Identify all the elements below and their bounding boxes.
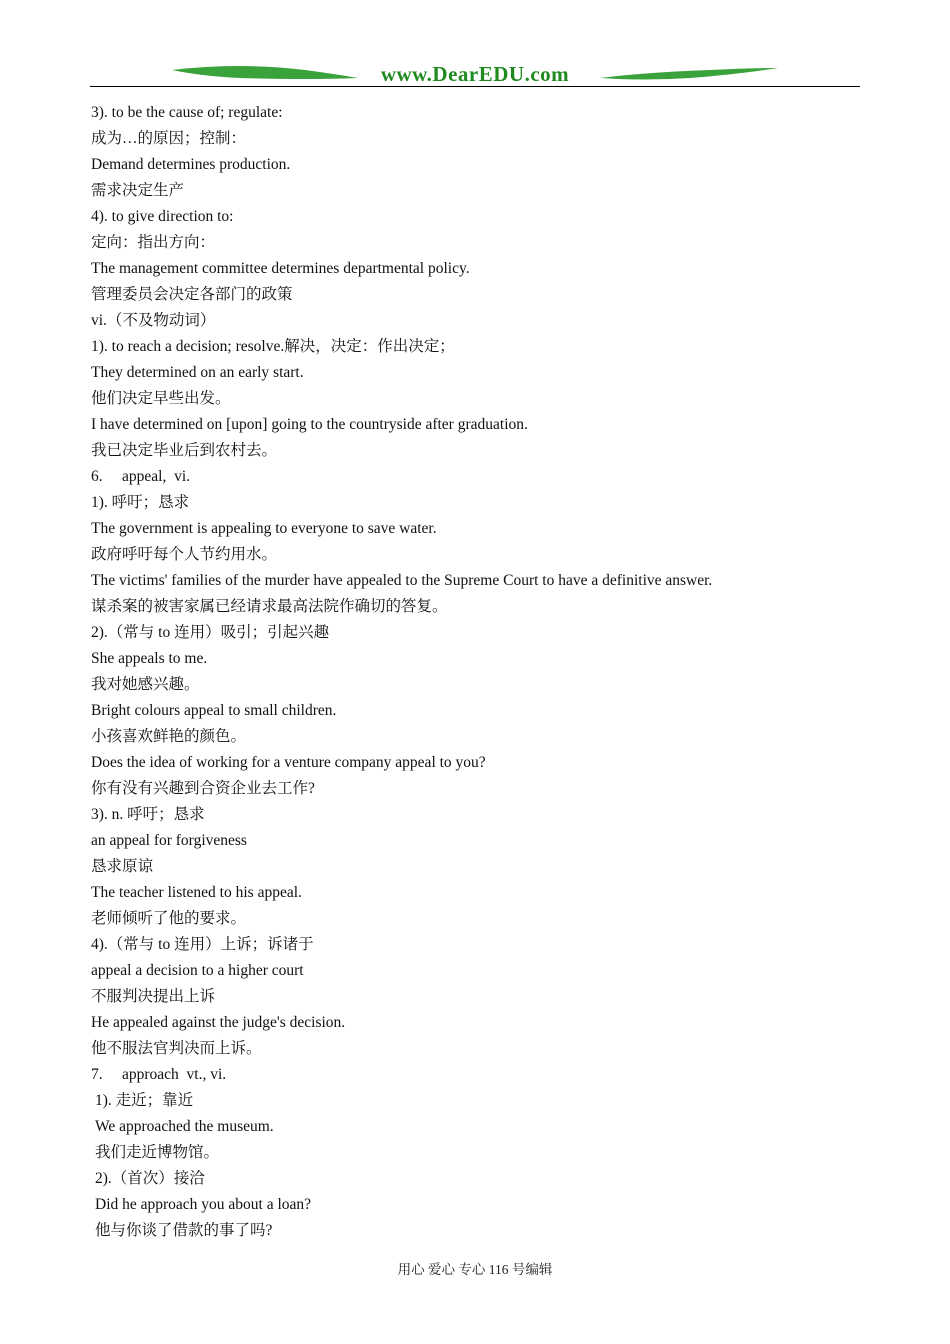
site-logo-text: www.DearEDU.com <box>380 62 570 86</box>
text-line: I have determined on [upon] going to the countryside after graduation. <box>91 416 528 433</box>
text-line: 不服判决提出上诉 <box>91 988 216 1005</box>
text-line: They determined on an early start. <box>91 364 304 381</box>
text-line: 他与你谈了借款的事了吗? <box>95 1222 273 1239</box>
text-line: 我对她感兴趣。 <box>91 676 200 693</box>
text-line: Does the idea of working for a venture company appeal to you? <box>91 754 486 771</box>
header-divider <box>90 86 860 87</box>
page-footer: 用心 爱心 专心 116 号编辑 <box>397 1262 553 1277</box>
text-line: 需求决定生产 <box>91 182 185 199</box>
text-line: We approached the museum. <box>95 1118 274 1135</box>
text-line: 你有没有兴趣到合资企业去工作? <box>91 780 315 797</box>
text-line: 3). n. 呼吁；恳求 <box>91 806 205 823</box>
text-line: 3). to be the cause of; regulate: <box>91 104 283 121</box>
text-line: The government is appealing to everyone to save water. <box>91 520 437 537</box>
entry-heading-approach: 7. approach vt., vi. <box>91 1066 227 1083</box>
text-line: 1). 走近；靠近 <box>95 1092 194 1109</box>
text-line: 定向：指出方向： <box>91 234 216 251</box>
text-line: The victims' families of the murder have appealed to the Supreme Court to have a definitive answer. <box>91 572 713 589</box>
text-line: 恳求原谅 <box>91 858 154 875</box>
text-line: The management committee determines departmental policy. <box>91 260 470 277</box>
entry-heading-appeal: 6. appeal, vi. <box>91 468 191 485</box>
text-line: appeal a decision to a higher court <box>91 962 304 979</box>
text-line: 我已决定毕业后到农村去。 <box>91 442 278 459</box>
text-line: Bright colours appeal to small children. <box>91 702 337 719</box>
text-line: 他不服法官判决而上诉。 <box>91 1040 262 1057</box>
text-line: 成为…的原因；控制： <box>91 130 247 147</box>
text-line: 1). 呼吁；恳求 <box>91 494 190 511</box>
document-body <box>91 100 871 1244</box>
text-line: Did he approach you about a loan? <box>95 1196 312 1213</box>
text-line: The teacher listened to his appeal. <box>91 884 302 901</box>
text-line: vi.（不及物动词） <box>91 312 216 329</box>
text-line: Demand determines production. <box>91 156 291 173</box>
text-line: 政府呼吁每个人节约用水。 <box>91 546 278 563</box>
text-line: 他们决定早些出发。 <box>91 390 231 407</box>
text-line: 4). to give direction to: <box>91 208 234 225</box>
text-line: 老师倾听了他的要求。 <box>91 910 247 927</box>
text-line: 1). to reach a decision; resolve.解决，决定：作出决定； <box>91 338 455 355</box>
text-line: He appealed against the judge's decision. <box>91 1014 346 1031</box>
text-line: 4).（常与 to 连用）上诉；诉诸于 <box>91 936 314 953</box>
text-line: She appeals to me. <box>91 650 208 667</box>
text-line: 我们走近博物馆。 <box>95 1144 220 1161</box>
text-line: 小孩喜欢鲜艳的颜色。 <box>91 728 247 745</box>
text-line: 2).（首次）接洽 <box>95 1170 205 1187</box>
text-line: 谋杀案的被害家属已经请求最高法院作确切的答复。 <box>91 598 448 615</box>
text-line: 2).（常与 to 连用）吸引；引起兴趣 <box>91 624 330 641</box>
text-line: 管理委员会决定各部门的政策 <box>91 286 293 303</box>
text-line: an appeal for forgiveness <box>91 832 247 849</box>
